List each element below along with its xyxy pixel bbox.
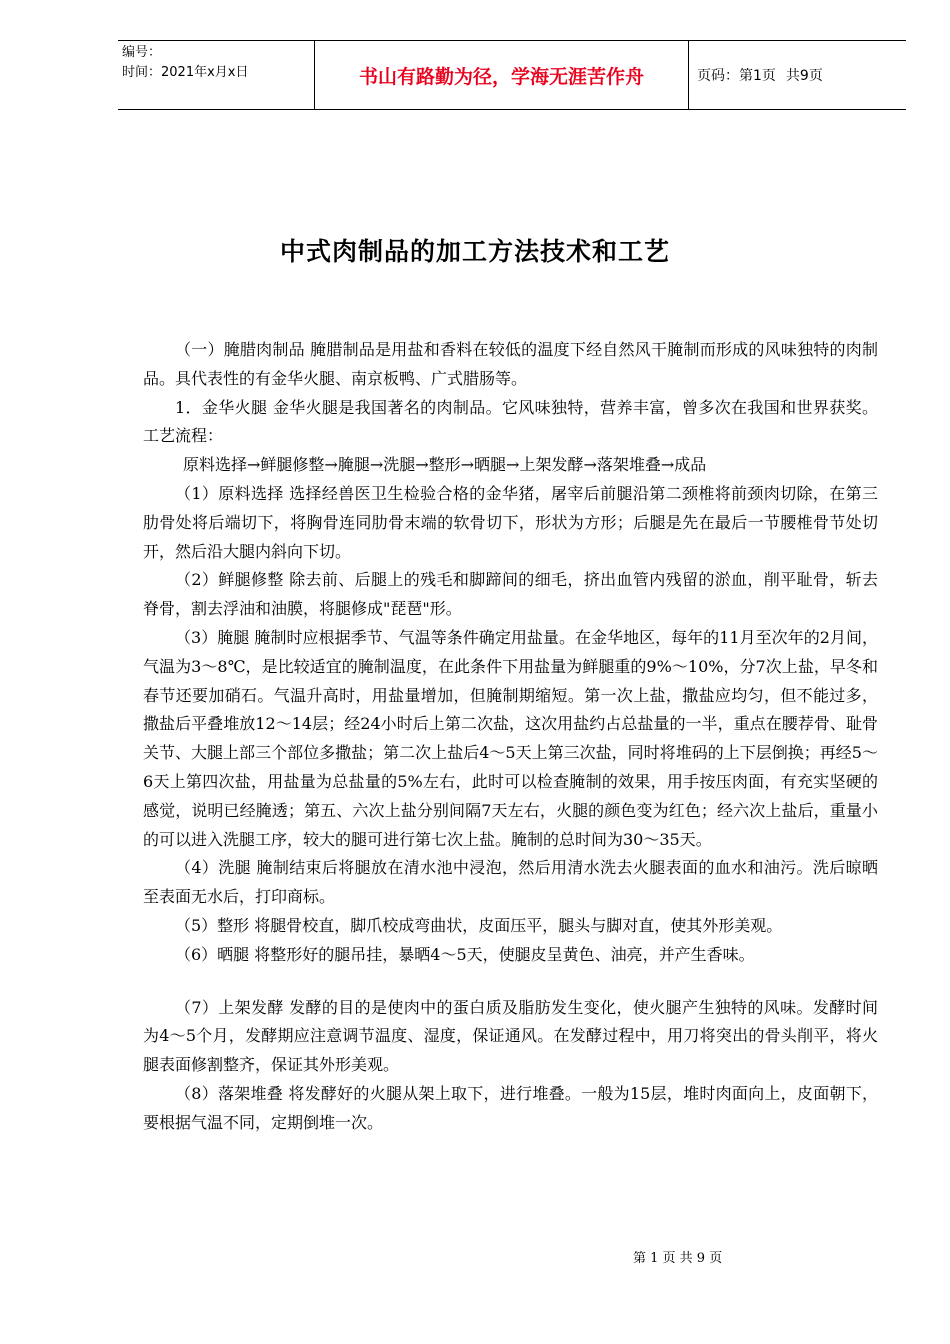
paragraph-step-1: （1）原料选择 选择经兽医卫生检验合格的金华猪，屠宰后前腿沿第二颈椎将前颈肉切除，在第三肋骨处将后端切下，将胸骨连同肋骨末端的软骨切下，形状为方形；后腿是先在最后一节腰椎骨节处切开，然后沿大腿内斜向下切。 [143,483,878,561]
header-motto: 书山有路勤为径，学海无涯苦作舟 [315,41,689,109]
paragraph-process-flow: 原料选择→鲜腿修整→腌腿→洗腿→整形→晒腿→上架发酵→落架堆叠→成品 [183,455,707,475]
paragraph-step-3: （3）腌腿 腌制时应根据季节、气温等条件确定用盐量。在金华地区，每年的11月至次年的2月间，气温为3～8℃，是比较适宜的腌制温度，在此条件下用盐量为鲜腿重的9%～10%，分7次上盐，早冬和春节还要加硝石。气温升高时，用盐量增加，但腌制期缩短。第一次上盐，撒盐应均匀，但不能过多，撒盐后平叠堆放12～14层；经24小时后上第二次盐，这次用盐约占总盐量的一半，重点在腰荐骨、耻骨关节、大腿上部三个部位多撒盐；第二次上盐后4～5天上第三次盐，同时将堆码的上下层倒换；再经5～6天上第四次盐，用盐量为总盐量的5%左右，此时可以检查腌制的效果，用手按压肉面，有充实坚硬的感觉，说明已经腌透；第五、六次上盐分别间隔7天左右，火腿的颜色变为红色；经六次上盐后，重量小的可以进入洗腿工序，较大的腿可进行第七次上盐。腌制的总时间为30～35天。 [143,627,878,849]
number-label: 编号： [122,45,162,60]
time-label: 时间：2021年x月x日 [122,65,249,80]
document-body [143,336,878,1138]
document-title: 中式肉制品的加工方法技术和工艺 [279,237,670,266]
paragraph-step-4: （4）洗腿 腌制结束后将腿放在清水池中浸泡，然后用清水洗去火腿表面的血水和油污。洗后晾晒至表面无水后，打印商标。 [143,858,878,907]
page-footer: 第 1 页 共 9 页 [633,1251,723,1266]
paragraph-step-8: （8）落架堆叠 将发酵好的火腿从架上取下，进行堆叠。一般为15层，堆时肉面向上，皮面朝下，要根据气温不同，定期倒堆一次。 [143,1083,878,1132]
page-total: 共9页 [785,68,823,84]
header-meta [118,41,315,109]
paragraph-step-2: （2）鲜腿修整 除去前、后腿上的残毛和脚蹄间的细毛，挤出血管内残留的淤血，削平耻骨，斩去脊骨，割去浮油和油膜，将腿修成"琵琶"形。 [143,570,878,619]
page-label: 页码：第1页 [697,68,776,84]
paragraph-step-7: （7）上架发酵 发酵的目的是使肉中的蛋白质及脂肪发生变化，使火腿产生独特的风味。发酵时间为4～5个月，发酵期应注意调节温度、湿度，保证通风。在发酵过程中，用刀将突出的骨头削平，将火腿表面修割整齐，保证其外形美观。 [143,997,878,1075]
paragraph-jinhua-ham-intro: 1．金华火腿 金华火腿是我国著名的肉制品。它风味独特，营养丰富，曾多次在我国和世界获奖。工艺流程： [143,397,878,446]
paragraph-step-5: （5）整形 将腿骨校直，脚爪校成弯曲状，皮面压平，腿头与脚对直，使其外形美观。 [175,915,783,935]
header-page-info [689,41,906,109]
page-header [118,40,906,110]
paragraph-step-6: （6）晒腿 将整形好的腿吊挂，暴晒4～5天，使腿皮呈黄色、油亮，并产生香味。 [175,944,755,964]
paragraph-gap [143,970,878,994]
paragraph-cured-meats-intro: （一）腌腊肉制品 腌腊制品是用盐和香料在较低的温度下经自然风干腌制而形成的风味独特的肉制品。具代表性的有金华火腿、南京板鸭、广式腊肠等。 [143,340,878,388]
